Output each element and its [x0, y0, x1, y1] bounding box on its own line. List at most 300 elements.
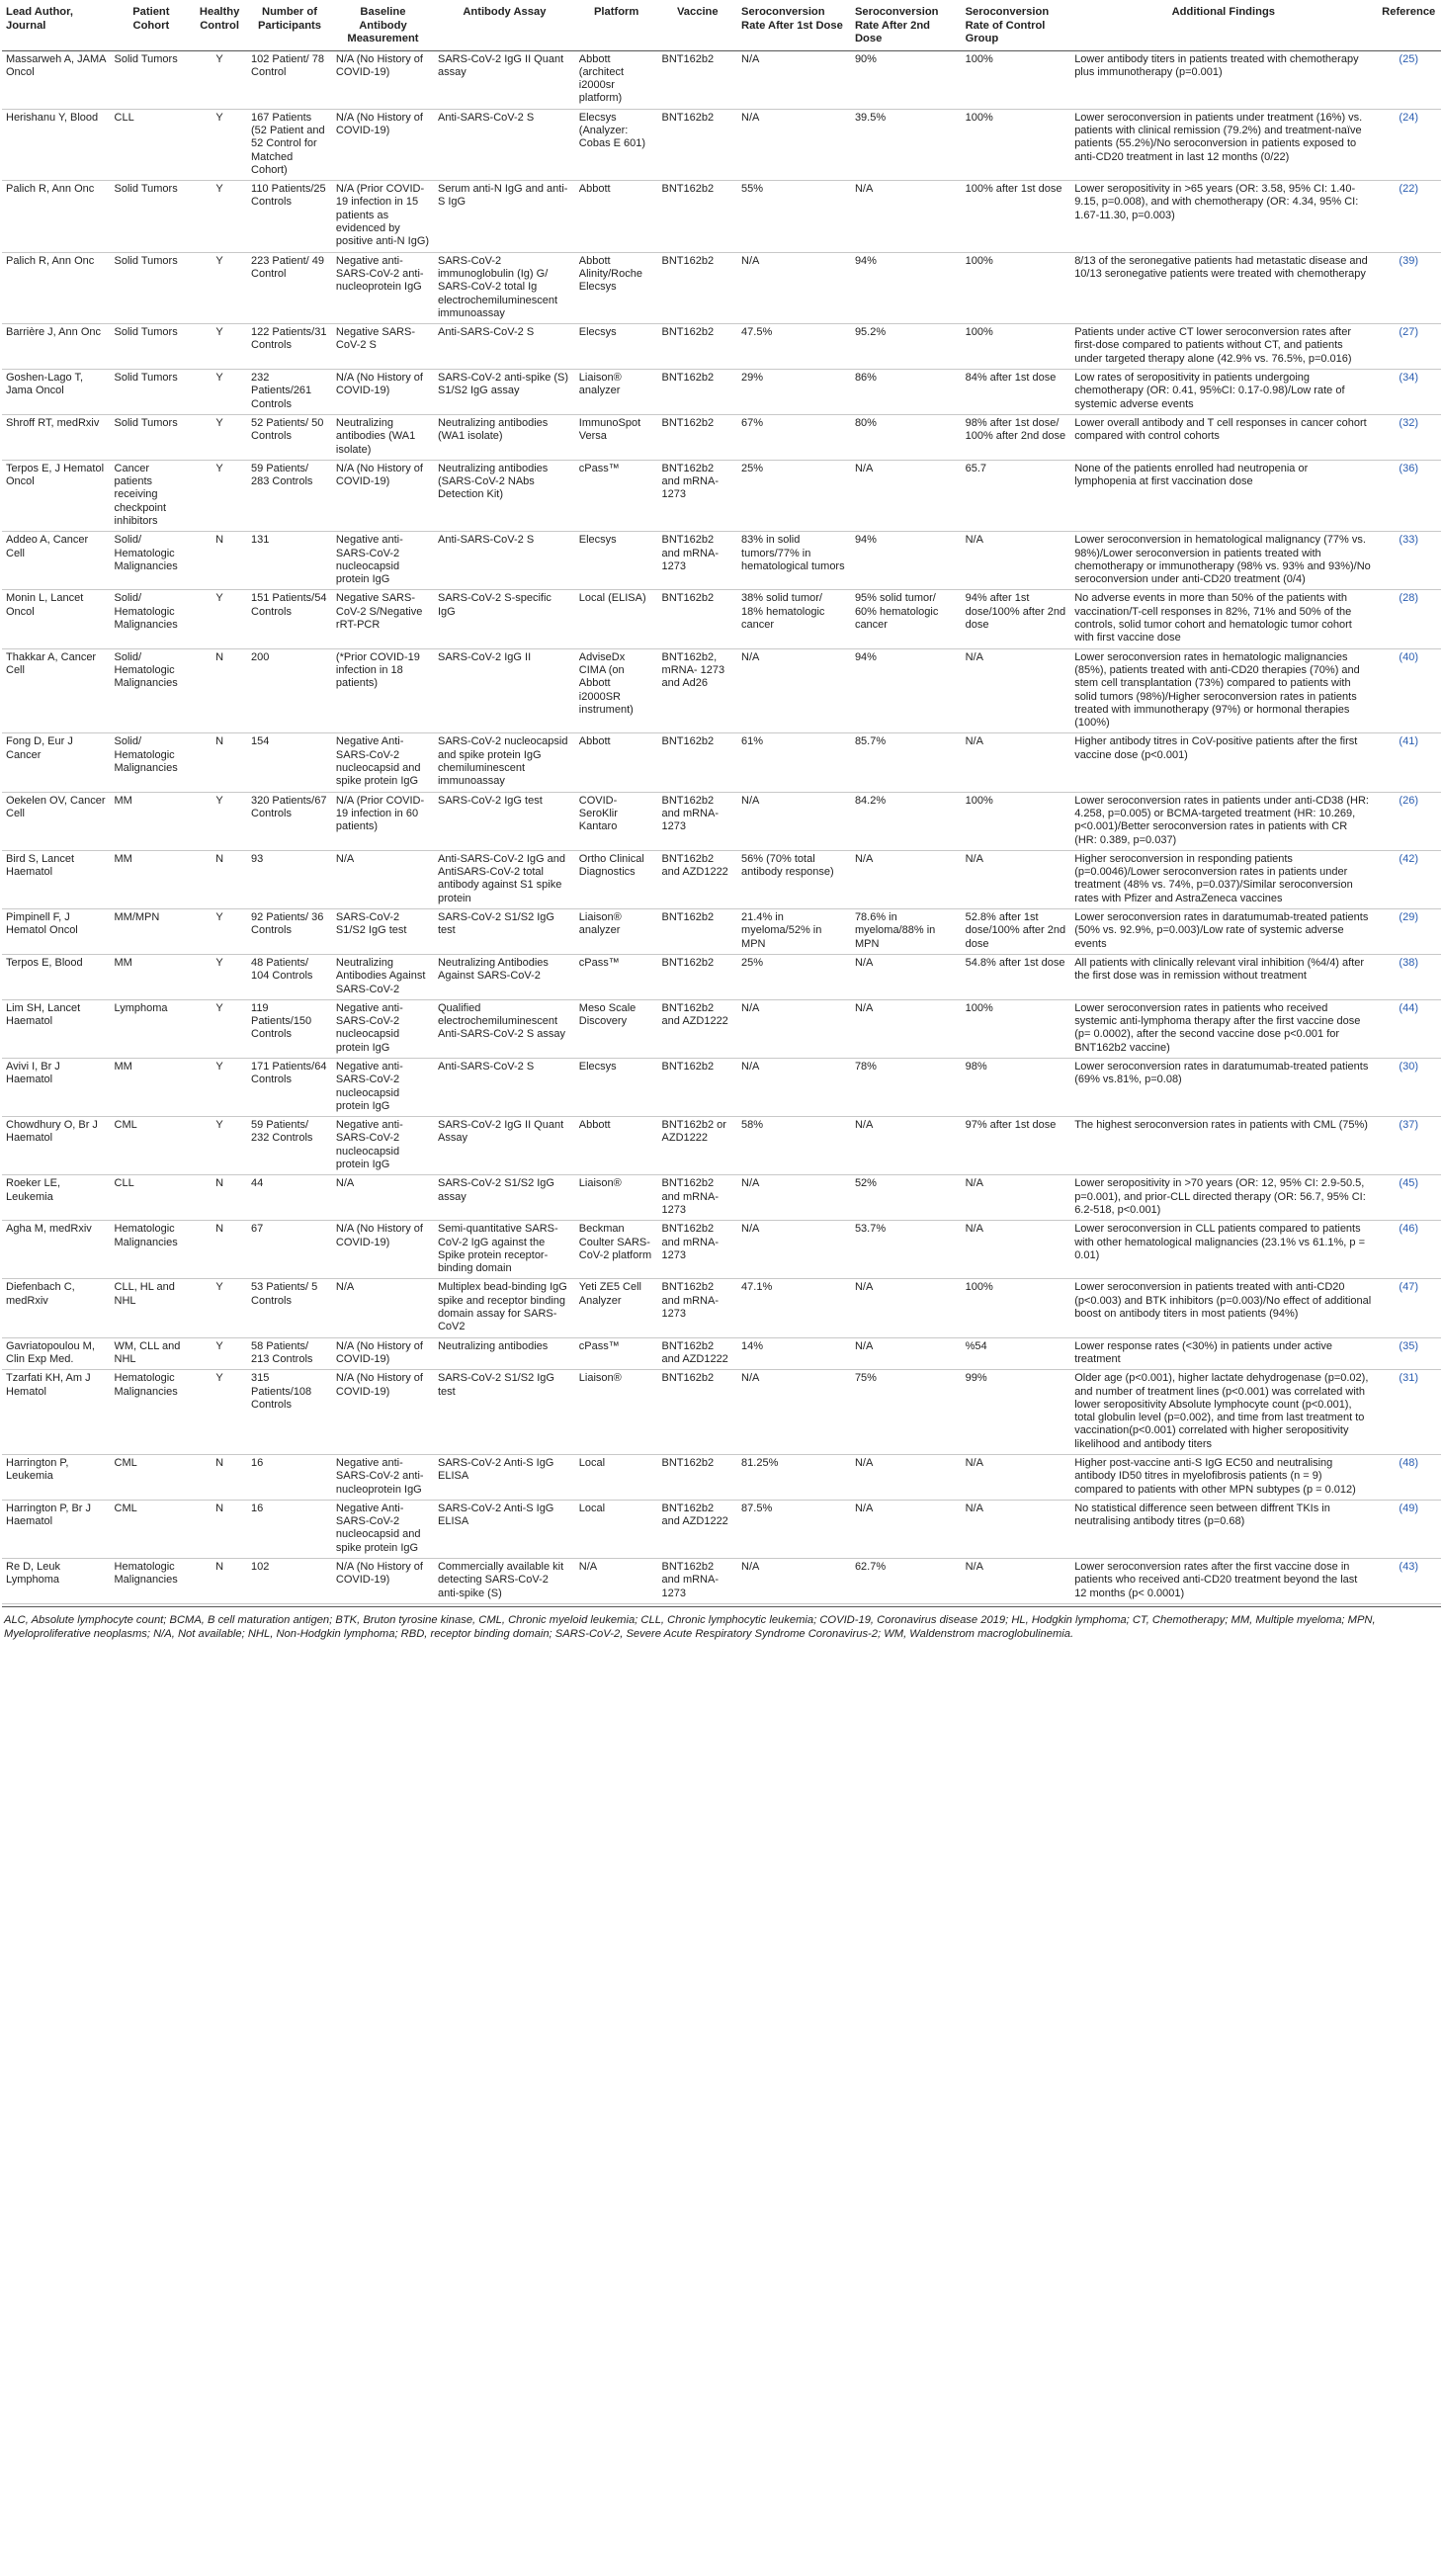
- cell-baseline: Negative anti-SARS-CoV-2 anti-nucleoprotein IgG: [335, 1457, 424, 1496]
- cell-platform: Meso Scale Discovery: [578, 1001, 637, 1028]
- cell-healthy-control: N: [215, 1502, 224, 1514]
- cell-control-rate: 65.7: [965, 462, 987, 474]
- cell-patient-cohort: Lymphoma: [114, 1001, 168, 1014]
- cell-antibody-assay: Neutralizing antibodies: [437, 1339, 549, 1352]
- cell-findings: Higher seroconversion in responding patients (p=0.0046)/Lower seroconversion rates in patients under treatment (48% vs. 74%, p=0.037)/Similar seroconversion rates with Pfizer and AstraZeneca vaccines: [1074, 852, 1353, 904]
- cell-platform: Abbott: [578, 735, 611, 748]
- cell-lead-author: Chowdhury O, Br J Haematol: [6, 1119, 98, 1145]
- table-row: [2, 1559, 1441, 1604]
- cell-control-rate: 100%: [965, 1281, 993, 1294]
- header-control-rate: Seroconversion Rate of Control Group: [965, 6, 1050, 44]
- cell-control-rate: 54.8% after 1st dose: [965, 956, 1065, 969]
- cell-dose1: 61%: [741, 735, 764, 748]
- cell-reference[interactable]: (26): [1399, 794, 1418, 807]
- cell-participants: 59 Patients/ 283 Controls: [251, 462, 313, 488]
- cell-findings: No statistical difference seen between diffrent TKIs in neutralising antibody titres (p=0.68): [1074, 1502, 1330, 1528]
- cell-vaccine: BNT162b2: [661, 111, 715, 124]
- cell-vaccine: BNT162b2 and mRNA-1273: [661, 534, 719, 572]
- cell-baseline: N/A (No History of COVID-19): [335, 52, 423, 78]
- cell-participants: 44: [251, 1177, 264, 1190]
- cell-antibody-assay: Neutralizing Antibodies Against SARS-CoV-2: [437, 956, 549, 983]
- table-row: [2, 590, 1441, 648]
- cell-lead-author: Massarweh A, JAMA Oncol: [6, 52, 106, 78]
- cell-participants: 223 Patient/ 49 Control: [251, 254, 325, 280]
- cell-control-rate: N/A: [965, 1223, 983, 1236]
- cell-antibody-assay: Semi-quantitative SARS-CoV-2 IgG against the Spike protein receptor-binding domain: [437, 1223, 558, 1275]
- cell-findings: Lower seroconversion rates in daratumumab-treated patients (69% vs.81%, p=0.08): [1074, 1060, 1369, 1086]
- cell-dose1: 55%: [741, 183, 764, 196]
- table-row: [2, 181, 1441, 252]
- cell-vaccine: BNT162b2: [661, 416, 715, 429]
- cell-participants: 167 Patients (52 Patient and 52 Control for Matched Cohort): [251, 111, 325, 176]
- cell-findings: Lower seroconversion in hematological malignancy (77% vs. 98%)/Lower seroconversion in patients treated with chemotherapy or immunotherapy (98% vs. 93% and 93%)/No seroconversion under anti-CD20 treatment (0/4): [1074, 534, 1371, 586]
- cell-antibody-assay: Anti-SARS-CoV-2 S: [437, 111, 535, 124]
- cell-vaccine: BNT162b2: [661, 254, 715, 267]
- header-healthy-control: Healthy Control: [199, 6, 240, 32]
- cell-baseline: Negative Anti-SARS-CoV-2 nucleocapsid and spike protein IgG: [335, 735, 421, 788]
- cell-patient-cohort: Solid Tumors: [114, 183, 178, 196]
- cell-baseline: SARS-CoV-2 S1/S2 IgG test: [335, 911, 407, 937]
- cell-dose1: 38% solid tumor/ 18% hematologic cancer: [741, 592, 825, 632]
- cell-dose1: N/A: [741, 1060, 760, 1073]
- cell-healthy-control: Y: [215, 372, 223, 385]
- cell-control-rate: 100%: [965, 1001, 993, 1014]
- cell-baseline: N/A (No History of COVID-19): [335, 1561, 423, 1587]
- cell-participants: 48 Patients/ 104 Controls: [251, 956, 313, 983]
- cell-dose2: 95% solid tumor/ 60% hematologic cancer: [854, 592, 939, 632]
- cell-lead-author: Palich R, Ann Onc: [6, 183, 95, 196]
- cell-platform: Beckman Coulter SARS-CoV-2 platform: [578, 1223, 652, 1261]
- cell-reference[interactable]: (31): [1399, 1372, 1418, 1385]
- cell-vaccine: BNT162b2: [661, 372, 715, 385]
- cell-dose2: N/A: [854, 956, 874, 969]
- table-row: [2, 1221, 1441, 1279]
- cell-dose2: 62.7%: [854, 1561, 887, 1574]
- cell-lead-author: Barrière J, Ann Onc: [6, 326, 101, 339]
- cell-lead-author: Pimpinell F, J Hematol Oncol: [6, 911, 78, 937]
- cell-antibody-assay: SARS-CoV-2 IgG II Quant assay: [437, 52, 564, 78]
- table-row: [2, 954, 1441, 999]
- table-row: [2, 1058, 1441, 1116]
- cell-lead-author: Lim SH, Lancet Haematol: [6, 1001, 81, 1028]
- cell-control-rate: 100% after 1st dose: [965, 183, 1062, 196]
- cell-platform: Abbott: [578, 183, 611, 196]
- cell-antibody-assay: SARS-CoV-2 IgG II Quant Assay: [437, 1119, 564, 1145]
- cell-vaccine: BNT162b2: [661, 326, 715, 339]
- cell-participants: 131: [251, 534, 270, 547]
- cell-patient-cohort: Hematologic Malignancies: [114, 1561, 178, 1587]
- cell-dose2: 78.6% in myeloma/88% in MPN: [854, 911, 936, 950]
- cell-reference[interactable]: (49): [1399, 1502, 1418, 1514]
- cell-dose1: N/A: [741, 52, 760, 65]
- cell-reference[interactable]: (27): [1399, 326, 1418, 339]
- cell-healthy-control: Y: [215, 1119, 223, 1132]
- cell-vaccine: BNT162b2 and mRNA-1273: [661, 1561, 719, 1599]
- cell-reference[interactable]: (41): [1399, 735, 1418, 748]
- cell-platform: Yeti ZE5 Cell Analyzer: [578, 1281, 641, 1307]
- cell-platform: AdviseDx CIMA (on Abbott i2000SR instrument): [578, 650, 634, 716]
- cell-healthy-control: Y: [215, 592, 223, 605]
- cell-participants: 154: [251, 735, 270, 748]
- cell-lead-author: Addeo A, Cancer Cell: [6, 534, 89, 559]
- cell-patient-cohort: Solid Tumors: [114, 372, 178, 385]
- studies-table: [2, 4, 1441, 1604]
- cell-platform: cPass™: [578, 462, 620, 474]
- cell-reference[interactable]: (40): [1399, 650, 1418, 663]
- cell-dose1: 83% in solid tumors/77% in hematological tumors: [741, 534, 845, 572]
- cell-dose2: N/A: [854, 1339, 874, 1352]
- cell-reference[interactable]: (43): [1399, 1561, 1418, 1574]
- cell-dose2: 85.7%: [854, 735, 887, 748]
- cell-patient-cohort: Solid/ Hematologic Malignancies: [114, 592, 178, 632]
- cell-dose1: 25%: [741, 956, 764, 969]
- cell-lead-author: Terpos E, J Hematol Oncol: [6, 462, 105, 488]
- cell-reference[interactable]: (36): [1399, 462, 1418, 474]
- cell-baseline: Negative SARS-CoV-2 S: [335, 326, 415, 352]
- cell-vaccine: BNT162b2: [661, 911, 715, 924]
- cell-reference[interactable]: (35): [1399, 1339, 1418, 1352]
- cell-healthy-control: Y: [215, 1001, 223, 1014]
- cell-vaccine: BNT162b2 and mRNA-1273: [661, 1281, 719, 1321]
- cell-lead-author: Goshen-Lago T, Jama Oncol: [6, 372, 84, 397]
- cell-reference[interactable]: (44): [1399, 1001, 1418, 1014]
- cell-vaccine: BNT162b2 and mRNA-1273: [661, 794, 719, 833]
- cell-patient-cohort: MM: [114, 852, 132, 865]
- cell-control-rate: N/A: [965, 1502, 983, 1514]
- cell-control-rate: 100%: [965, 254, 993, 267]
- cell-antibody-assay: SARS-CoV-2 S1/S2 IgG test: [437, 911, 554, 937]
- cell-healthy-control: Y: [215, 794, 223, 807]
- cell-reference[interactable]: (48): [1399, 1457, 1418, 1469]
- cell-baseline: Neutralizing Antibodies Against SARS-CoV-2: [335, 956, 426, 995]
- cell-platform: cPass™: [578, 956, 620, 969]
- cell-findings: All patients with clinically relevant viral inhibition (%4/4) after the first dose was in remission without treatment: [1074, 956, 1365, 983]
- cell-participants: 67: [251, 1223, 264, 1236]
- cell-dose1: N/A: [741, 1561, 760, 1574]
- cell-participants: 119 Patients/150 Controls: [251, 1001, 312, 1041]
- cell-lead-author: Harrington P, Br J Haematol: [6, 1502, 92, 1528]
- cell-baseline: Negative SARS-CoV-2 S/Negative rRT-PCR: [335, 592, 423, 632]
- cell-dose2: 39.5%: [854, 111, 887, 124]
- cell-healthy-control: Y: [215, 111, 223, 124]
- cell-findings: Older age (p<0.001), higher lactate dehydrogenase (p=0.02), and number of treatment lines (p<0.001) was correlated with lower seropositivity Absolute lymphocyte count (p<0.001), total globulin level (p=0.002), and time from last treatment to vaccination(p<0.001) correlated with higher seropositivity likelihood and antibody titers: [1074, 1372, 1369, 1450]
- cell-antibody-assay: SARS-CoV-2 IgG test: [437, 794, 543, 807]
- table-footnote: ALC, Absolute lymphocyte count; BCMA, B cell maturation antigen; BTK, Bruton tyrosine kinase, CML, Chronic myeloid leukemia; CLL, Chronic lymphocytic leukemia; COVID-19, Coronavirus disease 2019; HL, Hodgkin lymphoma; CT, Chemotherapy; MM, Multiple myeloma; MPN, Myeloproliferative neoplasms; N/A, Not available; NHL, Non-Hodgkin lymphoma; RBD, receptor binding domain; SARS-CoV-2, Severe Acute Respiratory Syndrome Coronavirus-2; WM, Waldenstrom macroglobulinemia.: [4, 1613, 1376, 1640]
- cell-healthy-control: Y: [215, 911, 223, 924]
- cell-dose2: 78%: [854, 1060, 877, 1073]
- header-reference: Reference: [1382, 6, 1436, 18]
- cell-participants: 16: [251, 1502, 264, 1514]
- cell-reference[interactable]: (33): [1399, 534, 1418, 547]
- cell-patient-cohort: CML: [114, 1119, 137, 1132]
- table-row: [2, 370, 1441, 415]
- cell-lead-author: Fong D, Eur J Cancer: [6, 735, 73, 761]
- cell-dose2: 75%: [854, 1372, 877, 1385]
- cell-healthy-control: Y: [215, 1281, 223, 1294]
- table-row: [2, 1175, 1441, 1221]
- cell-platform: Local: [578, 1502, 606, 1514]
- cell-baseline: Negative anti-SARS-CoV-2 nucleocapsid protein IgG: [335, 1119, 403, 1171]
- cell-reference[interactable]: (47): [1399, 1281, 1418, 1294]
- table-row: [2, 1117, 1441, 1175]
- cell-control-rate: 98%: [965, 1060, 987, 1073]
- cell-reference[interactable]: (34): [1399, 372, 1418, 385]
- cell-reference[interactable]: (38): [1399, 956, 1418, 969]
- cell-patient-cohort: Solid Tumors: [114, 416, 178, 429]
- cell-participants: 92 Patients/ 36 Controls: [251, 911, 324, 937]
- cell-platform: Elecsys: [578, 1060, 617, 1073]
- cell-findings: Lower seropositivity in >65 years (OR: 3.58, 95% CI: 1.40-9.15, p=0.008), and with chemotherapy (OR: 4.34, 95% CI: 1.67-11.30, p=0.003): [1074, 183, 1359, 221]
- cell-patient-cohort: CLL, HL and NHL: [114, 1281, 175, 1307]
- table-row: [2, 50, 1441, 109]
- cell-dose2: N/A: [854, 1457, 874, 1469]
- cell-vaccine: BNT162b2 and mRNA-1273: [661, 462, 719, 501]
- cell-platform: Elecsys: [578, 326, 617, 339]
- cell-findings: None of the patients enrolled had neutropenia or lymphopenia at first vaccination dose: [1074, 462, 1309, 488]
- cell-participants: 110 Patients/25 Controls: [251, 183, 326, 209]
- cell-vaccine: BNT162b2, mRNA- 1273 and Ad26: [661, 650, 725, 690]
- cell-reference[interactable]: (45): [1399, 1177, 1418, 1190]
- cell-participants: 171 Patients/64 Controls: [251, 1060, 327, 1086]
- cell-patient-cohort: CML: [114, 1502, 137, 1514]
- cell-baseline: N/A (Prior COVID-19 infection in 15 patients as evidenced by positive anti-N IgG): [335, 183, 430, 248]
- table-row: [2, 1455, 1441, 1501]
- cell-reference[interactable]: (39): [1399, 254, 1418, 267]
- cell-vaccine: BNT162b2: [661, 1372, 715, 1385]
- header-baseline: Baseline Antibody Measurement: [347, 6, 419, 44]
- cell-participants: 102 Patient/ 78 Control: [251, 52, 325, 78]
- cell-vaccine: BNT162b2: [661, 592, 715, 605]
- cell-vaccine: BNT162b2: [661, 52, 715, 65]
- cell-antibody-assay: SARS-CoV-2 S-specific IgG: [437, 592, 552, 618]
- cell-control-rate: %54: [965, 1339, 987, 1352]
- cell-platform: Liaison®: [578, 1177, 622, 1190]
- cell-healthy-control: N: [215, 735, 224, 748]
- cell-platform: Liaison® analyzer: [578, 911, 622, 937]
- cell-participants: 59 Patients/ 232 Controls: [251, 1119, 313, 1145]
- cell-lead-author: Diefenbach C, medRxiv: [6, 1281, 75, 1307]
- cell-baseline: N/A (No History of COVID-19): [335, 111, 423, 136]
- cell-reference[interactable]: (46): [1399, 1223, 1418, 1236]
- table-row: [2, 252, 1441, 323]
- cell-dose2: 94%: [854, 650, 877, 663]
- cell-vaccine: BNT162b2 and AZD1222: [661, 1502, 728, 1528]
- cell-vaccine: BNT162b2: [661, 735, 715, 748]
- cell-dose2: 95.2%: [854, 326, 887, 339]
- table-row: [2, 999, 1441, 1058]
- cell-control-rate: N/A: [965, 650, 983, 663]
- cell-reference[interactable]: (28): [1399, 592, 1418, 605]
- cell-reference[interactable]: (24): [1399, 111, 1418, 124]
- header-participants: Number of Participants: [257, 6, 321, 32]
- header-dose2: Seroconversion Rate After 2nd Dose: [854, 6, 939, 44]
- cell-dose1: N/A: [741, 1001, 760, 1014]
- cell-reference[interactable]: (37): [1399, 1119, 1418, 1132]
- cell-findings: The highest seroconversion rates in patients with CML (75%): [1074, 1119, 1368, 1132]
- cell-baseline: Negative anti-SARS-CoV-2 nucleocapsid protein IgG: [335, 1001, 403, 1054]
- cell-findings: 8/13 of the seronegative patients had metastatic disease and 10/13 seronegative patients were treated with chemotherapy: [1074, 254, 1368, 280]
- cell-patient-cohort: CLL: [114, 111, 134, 124]
- cell-dose2: 90%: [854, 52, 877, 65]
- cell-reference[interactable]: (32): [1399, 416, 1418, 429]
- cell-lead-author: Gavriatopoulou M, Clin Exp Med.: [6, 1339, 95, 1365]
- cell-control-rate: N/A: [965, 852, 983, 865]
- cell-lead-author: Shroff RT, medRxiv: [6, 416, 100, 429]
- cell-patient-cohort: CLL: [114, 1177, 134, 1190]
- cell-vaccine: BNT162b2: [661, 1060, 715, 1073]
- table-row: [2, 1337, 1441, 1370]
- cell-dose2: 94%: [854, 534, 877, 547]
- cell-participants: 232 Patients/261 Controls: [251, 372, 312, 410]
- cell-platform: Abbott: [578, 1119, 611, 1132]
- cell-healthy-control: N: [215, 1561, 224, 1574]
- cell-platform: Abbott (architect i2000sr platform): [578, 52, 625, 105]
- cell-vaccine: BNT162b2: [661, 1457, 715, 1469]
- cell-lead-author: Terpos E, Blood: [6, 956, 83, 969]
- cell-dose1: N/A: [741, 254, 760, 267]
- cell-antibody-assay: SARS-CoV-2 Anti-S IgG ELISA: [437, 1502, 554, 1528]
- cell-healthy-control: N: [215, 1457, 224, 1469]
- cell-reference[interactable]: (22): [1399, 183, 1418, 196]
- cell-platform: Liaison® analyzer: [578, 372, 622, 397]
- cell-dose2: N/A: [854, 1502, 874, 1514]
- cell-antibody-assay: Anti-SARS-CoV-2 S: [437, 534, 535, 547]
- cell-findings: Higher antibody titres in CoV-positive patients after the first vaccine dose (p<0.001): [1074, 735, 1358, 761]
- cell-antibody-assay: Multiplex bead-binding IgG spike and receptor binding domain assay for SARS-CoV2: [437, 1281, 567, 1333]
- cell-baseline: N/A (No History of COVID-19): [335, 1339, 423, 1365]
- cell-lead-author: Roeker LE, Leukemia: [6, 1177, 61, 1203]
- cell-vaccine: BNT162b2 and AZD1222: [661, 1339, 728, 1365]
- table-row: [2, 792, 1441, 850]
- cell-control-rate: 94% after 1st dose/100% after 2nd dose: [965, 592, 1066, 632]
- cell-platform: Local: [578, 1457, 606, 1469]
- cell-control-rate: N/A: [965, 1561, 983, 1574]
- cell-antibody-assay: SARS-CoV-2 anti-spike (S) S1/S2 IgG assay: [437, 372, 569, 397]
- table-row: [2, 1370, 1441, 1455]
- table-row: [2, 909, 1441, 955]
- cell-platform: ImmunoSpot Versa: [578, 416, 641, 443]
- cell-dose1: 47.5%: [741, 326, 773, 339]
- cell-healthy-control: Y: [215, 956, 223, 969]
- cell-antibody-assay: Neutralizing antibodies (SARS-CoV-2 NAbs Detection Kit): [437, 462, 549, 501]
- cell-platform: Liaison®: [578, 1372, 622, 1385]
- header-antibody-assay: Antibody Assay: [463, 6, 547, 18]
- cell-control-rate: N/A: [965, 735, 983, 748]
- cell-lead-author: Palich R, Ann Onc: [6, 254, 95, 267]
- cell-healthy-control: N: [215, 650, 224, 663]
- cell-patient-cohort: Solid Tumors: [114, 52, 178, 65]
- cell-participants: 151 Patients/54 Controls: [251, 592, 327, 618]
- cell-dose2: 84.2%: [854, 794, 887, 807]
- cell-participants: 102: [251, 1561, 270, 1574]
- cell-control-rate: N/A: [965, 534, 983, 547]
- cell-dose2: N/A: [854, 462, 874, 474]
- cell-patient-cohort: Hematologic Malignancies: [114, 1372, 178, 1398]
- cell-baseline: N/A (No History of COVID-19): [335, 1223, 423, 1248]
- cell-antibody-assay: Commercially available kit detecting SARS-CoV-2 anti-spike (S): [437, 1561, 564, 1599]
- cell-patient-cohort: MM: [114, 956, 132, 969]
- header-findings: Additional Findings: [1171, 6, 1275, 18]
- cell-antibody-assay: Anti-SARS-CoV-2 S: [437, 1060, 535, 1073]
- cell-vaccine: BNT162b2 and mRNA-1273: [661, 1223, 719, 1261]
- cell-findings: Lower seropositivity in >70 years (OR: 12, 95% CI: 2.9-50.5, p=0.001), and prior-CLL directed therapy (OR: 56.7, 95% CI: 6.2-518, p<0.001): [1074, 1177, 1366, 1216]
- cell-lead-author: Avivi I, Br J Haematol: [6, 1060, 60, 1086]
- cell-antibody-assay: Neutralizing antibodies (WA1 isolate): [437, 416, 549, 443]
- cell-dose2: 80%: [854, 416, 877, 429]
- cell-dose1: 67%: [741, 416, 764, 429]
- cell-lead-author: Bird S, Lancet Haematol: [6, 852, 75, 879]
- cell-findings: Lower seroconversion in patients treated with anti-CD20 (p<0.003) and BTK inhibitors (p=0.003)/No effect of additional boost on antibody titers in most patients (94%): [1074, 1281, 1372, 1321]
- cell-lead-author: Harrington P, Leukemia: [6, 1457, 69, 1483]
- cell-lead-author: Oekelen OV, Cancer Cell: [6, 794, 106, 819]
- table-row: [2, 324, 1441, 370]
- cell-findings: Lower seroconversion rates in patients who received systemic anti-lymphoma therapy after the first vaccine dose (p= 0.0002), after the second vaccine dose p<0.001 for BNT162b2 vaccine): [1074, 1001, 1361, 1054]
- cell-control-rate: 52.8% after 1st dose/100% after 2nd dose: [965, 911, 1066, 950]
- cell-baseline: (*Prior COVID-19 infection in 18 patients): [335, 650, 420, 690]
- cell-healthy-control: Y: [215, 326, 223, 339]
- cell-patient-cohort: MM: [114, 1060, 132, 1073]
- cell-patient-cohort: CML: [114, 1457, 137, 1469]
- cell-dose2: 94%: [854, 254, 877, 267]
- cell-vaccine: BNT162b2: [661, 183, 715, 196]
- cell-platform: Abbott Alinity/Roche Elecsys: [578, 254, 642, 294]
- cell-findings: Lower seroconversion rates in patients under anti-CD38 (HR: 4.258, p=0.005) or BCMA-targeted treatment (HR: 10.269, p<0.001)/Better seroconversion rates in patients with CR (HR: 0.389, p=0.037): [1074, 794, 1369, 846]
- cell-baseline: Negative Anti-SARS-CoV-2 nucleocapsid and spike protein IgG: [335, 1502, 421, 1554]
- cell-findings: Lower seroconversion rates after the first vaccine dose in patients who received anti-CD20 treatment beyond the last 12 months (p< 0.0001): [1074, 1561, 1358, 1599]
- table-row: [2, 414, 1441, 460]
- cell-healthy-control: Y: [215, 1372, 223, 1385]
- cell-patient-cohort: Hematologic Malignancies: [114, 1223, 178, 1248]
- cell-reference[interactable]: (30): [1399, 1060, 1418, 1073]
- cell-participants: 315 Patients/108 Controls: [251, 1372, 312, 1411]
- cell-baseline: N/A: [335, 852, 355, 865]
- cell-baseline: N/A (No History of COVID-19): [335, 1372, 423, 1398]
- table-body: [2, 50, 1441, 1603]
- cell-patient-cohort: MM: [114, 794, 132, 807]
- cell-baseline: N/A: [335, 1281, 355, 1294]
- cell-healthy-control: N: [215, 534, 224, 547]
- cell-reference[interactable]: (25): [1399, 52, 1418, 65]
- table-row: [2, 109, 1441, 180]
- cell-patient-cohort: Cancer patients receiving checkpoint inhibitors: [114, 462, 167, 527]
- cell-findings: Low rates of seropositivity in patients undergoing chemotherapy (OR: 0.41, 95%CI: 0.17-0.98)/Low rate of systemic adverse events: [1074, 372, 1345, 410]
- cell-antibody-assay: SARS-CoV-2 Anti-S IgG ELISA: [437, 1457, 554, 1483]
- cell-baseline: N/A (Prior COVID-19 infection in 60 patients): [335, 794, 425, 833]
- cell-lead-author: Thakkar A, Cancer Cell: [6, 650, 97, 676]
- header-lead-author: Lead Author, Journal: [6, 6, 73, 32]
- cell-vaccine: BNT162b2 and AZD1222: [661, 852, 728, 879]
- cell-dose1: 58%: [741, 1119, 764, 1132]
- cell-antibody-assay: SARS-CoV-2 immunoglobulin (Ig) G/ SARS-CoV-2 total Ig electrochemiluminescent immunoassay: [437, 254, 558, 319]
- cell-platform: N/A: [578, 1561, 598, 1574]
- cell-dose1: N/A: [741, 1223, 760, 1236]
- table-row: [2, 532, 1441, 590]
- cell-platform: COVID-SeroKlir Kantaro: [578, 794, 618, 833]
- cell-healthy-control: N: [215, 1223, 224, 1236]
- cell-findings: Patients under active CT lower seroconversion rates after first-dose compared to patients without CT, and patients under targeted therapy alone (42.9% vs. 76.5%, p=0.016): [1074, 326, 1352, 365]
- cell-baseline: Negative anti-SARS-CoV-2 anti-nucleoprotein IgG: [335, 254, 424, 294]
- cell-reference[interactable]: (29): [1399, 911, 1418, 924]
- cell-control-rate: 99%: [965, 1372, 987, 1385]
- cell-control-rate: N/A: [965, 1457, 983, 1469]
- cell-antibody-assay: Anti-SARS-CoV-2 IgG and AntiSARS-CoV-2 total antibody against S1 spike protein: [437, 852, 565, 904]
- cell-findings: Lower antibody titers in patients treated with chemotherapy plus immunotherapy (p=0.001): [1074, 52, 1359, 78]
- cell-dose1: N/A: [741, 650, 760, 663]
- cell-reference[interactable]: (42): [1399, 852, 1418, 865]
- cell-vaccine: BNT162b2 and mRNA-1273: [661, 1177, 719, 1216]
- cell-findings: Lower seroconversion in CLL patients compared to patients with other hematological malignancies (23.1% vs 61.1%, p = 0.01): [1074, 1223, 1365, 1261]
- cell-dose2: N/A: [854, 1119, 874, 1132]
